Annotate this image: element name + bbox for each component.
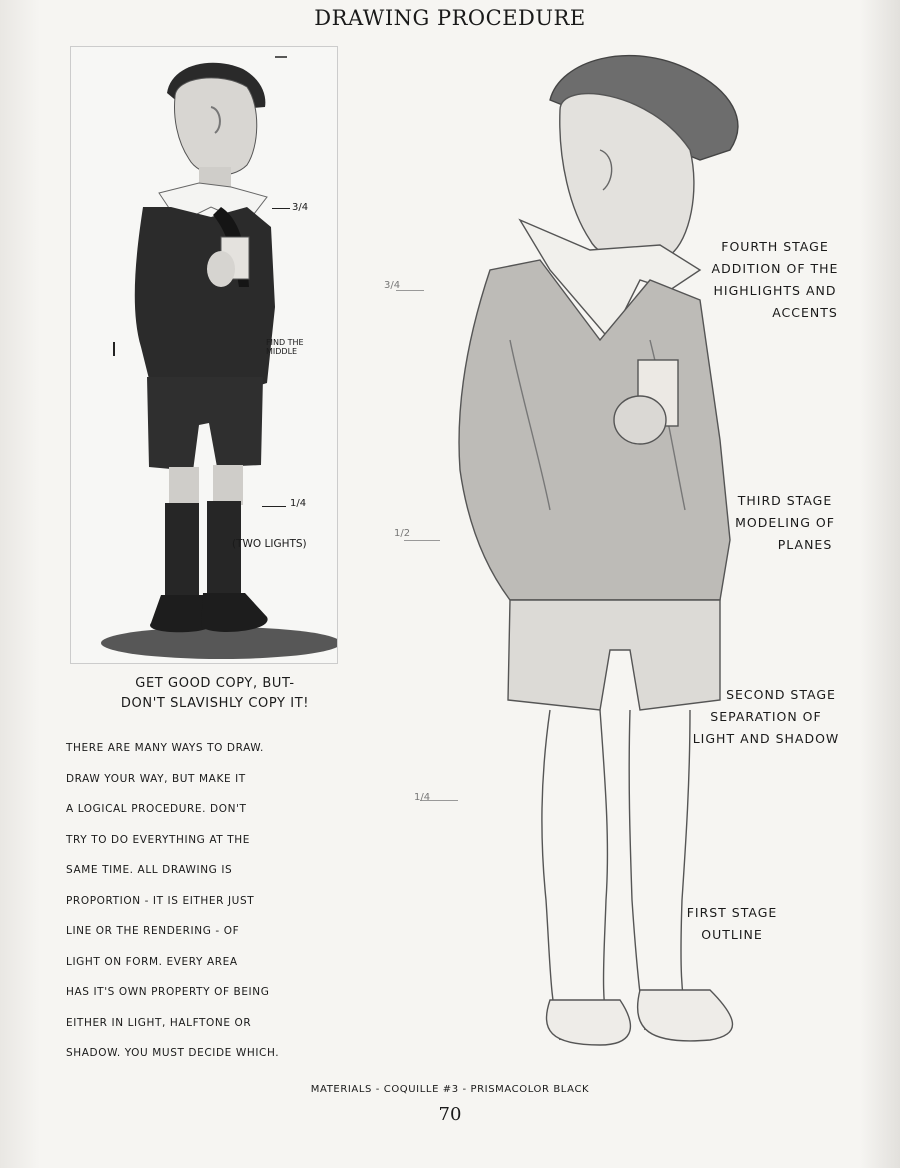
photo-caption-line-1: GET GOOD COPY, BUT- [135,676,295,691]
body-line: A LOGICAL PROCEDURE. DON'T [66,803,247,815]
page-title: DRAWING PROCEDURE [314,6,586,30]
stage-line: SECOND STAGE [726,687,836,702]
body-line: LINE OR THE RENDERING - OF [66,925,240,937]
three-quarter-tick-sketch [396,290,424,291]
three-quarter-mark: 3/4 [384,280,401,291]
body-line: SHADOW. YOU MUST DECIDE WHICH. [66,1047,280,1059]
stage-line: SEPARATION OF [710,709,822,724]
body-line: HAS IT'S OWN PROPERTY OF BEING [66,986,270,998]
two-lights-label: (TWO LIGHTS) [232,538,307,550]
one-quarter-mark: 1/4 [414,792,431,803]
body-paragraph [66,738,346,1074]
first-stage-label [652,902,812,946]
materials-note: MATERIALS - COQUILLE #3 - PRISMACOLOR BLACK [310,1084,590,1095]
body-line: TRY TO DO EVERYTHING AT THE [66,833,250,846]
stage-line: MODELING OF [735,515,835,530]
body-line: EITHER IN LIGHT, HALFTONE OR [66,1016,252,1029]
left-tick [113,342,115,356]
one-half-tick [404,540,440,541]
stage-line: ADDITION OF THE [711,261,839,276]
one-half-mark: 1/2 [394,528,411,539]
photo-caption-line-2: DON'T SLAVISHLY COPY IT! [120,696,310,711]
stage-line: FOURTH STAGE [721,239,829,254]
body-line: THERE ARE MANY WAYS TO DRAW. [66,742,264,754]
body-line: DRAW YOUR WAY, BUT MAKE IT [66,772,246,785]
body-line: SAME TIME. ALL DRAWING IS [66,864,233,876]
third-stage-label [710,490,860,556]
photo-caption [70,674,360,714]
body-line: PROPORTION - IT IS EITHER JUST [66,894,255,907]
page-number: 70 [438,1104,462,1125]
stage-line: THIRD STAGE [737,493,833,508]
body-line: LIGHT ON FORM. EVERY AREA [66,955,238,968]
fourth-stage-label [690,236,860,324]
one-quarter-tick [262,506,286,507]
find-middle-label: FIND THE MIDDLE [266,338,304,356]
second-stage-label [672,684,860,750]
stage-line: PLANES [777,537,833,552]
stage-line: ACCENTS [772,305,838,320]
three-quarter-label: 3/4 [292,202,309,213]
stage-line: LIGHT AND SHADOW [692,731,840,746]
one-quarter-label: 1/4 [290,498,307,509]
stage-line: HIGHLIGHTS AND [713,283,837,298]
stage-line: FIRST STAGE [686,905,778,920]
three-quarter-tick [272,208,290,209]
stage-line: OUTLINE [701,927,763,942]
